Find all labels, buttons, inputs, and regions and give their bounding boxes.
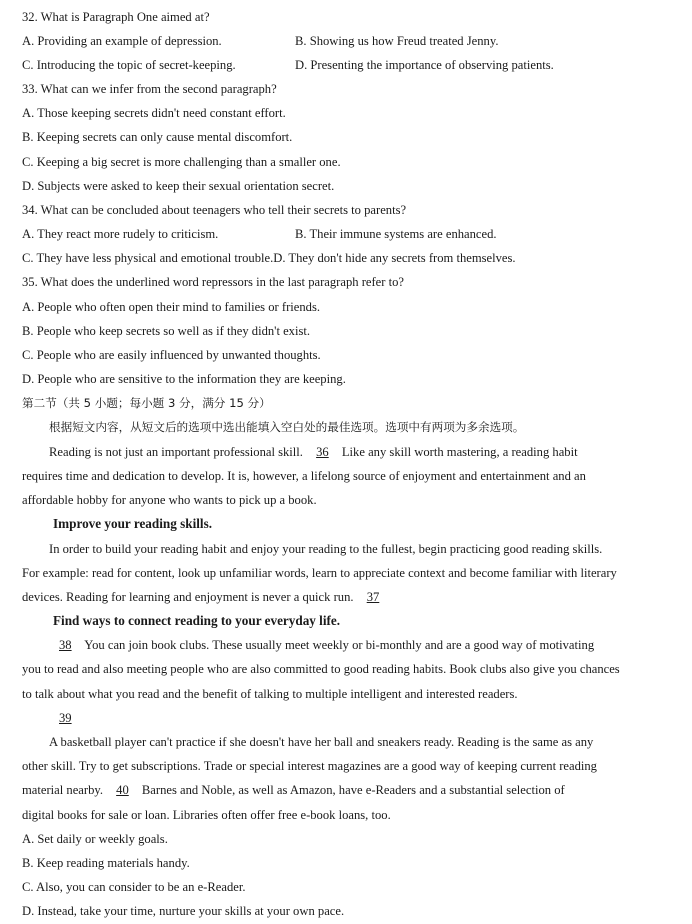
blank-38: 38 xyxy=(59,638,72,652)
q33-option-c: C. Keeping a big secret is more challenging than a smaller one. xyxy=(22,155,341,169)
q34-option-c: C. They have less physical and emotional trouble. xyxy=(22,251,274,265)
q35-option-d: D. People who are sensitive to the information they are keeping. xyxy=(22,372,346,386)
option-a: A. Set daily or weekly goals. xyxy=(22,832,168,846)
q33-option-a: A. Those keeping secrets didn't need constant effort. xyxy=(22,106,286,120)
q34-stem: 34. What can be concluded about teenagers who tell their secrets to parents? xyxy=(22,203,407,217)
q33-option-b: B. Keeping secrets can only cause mental discomfort. xyxy=(22,130,293,144)
passage-p1-line3: affordable hobby for anyone who wants to pick up a book. xyxy=(22,493,317,507)
q32-option-d: D. Presenting the importance of observing patients. xyxy=(295,58,554,72)
q32-option-a: A. Providing an example of depression. xyxy=(22,34,222,48)
section-instruction: 根据短文内容，从短文后的选项中选出能填入空白处的最佳选项。选项中有两项为多余选项。 xyxy=(49,420,525,434)
q32-option-c: C. Introducing the topic of secret-keeping. xyxy=(22,58,236,72)
passage-p4-line4: digital books for sale or loan. Libraries often offer free e-book loans, too. xyxy=(22,808,391,822)
q34-option-a: A. They react more rudely to criticism. xyxy=(22,227,219,241)
passage-blank-39-line xyxy=(49,710,82,726)
passage-p2-line3: devices. Reading for learning and enjoyment is never a quick run. 37 xyxy=(22,589,389,605)
q32-option-b: B. Showing us how Freud treated Jenny. xyxy=(295,34,499,48)
section-heading: 第二节（共 5 小题；每小题 3 分，满分 15 分） xyxy=(22,396,271,410)
blank-36: 36 xyxy=(316,445,329,459)
passage-p4-line2: other skill. Try to get subscriptions. Trade or special interest magazines are a good way of keeping current reading xyxy=(22,759,597,773)
passage-p2-line1: In order to build your reading habit and enjoy your reading to the fullest, begin practicing good reading skills. xyxy=(49,542,603,556)
q33-option-d: D. Subjects were asked to keep their sexual orientation secret. xyxy=(22,179,335,193)
option-d: D. Instead, take your time, nurture your skills at your own pace. xyxy=(22,904,345,918)
passage-p1-line2: requires time and dedication to develop. It is, however, a lifelong source of enjoyment and entertainment and an xyxy=(22,469,586,483)
q35-option-a: A. People who often open their mind to families or friends. xyxy=(22,300,320,314)
q34-option-d: D. They don't hide any secrets from themselves. xyxy=(273,251,516,265)
q35-option-c: C. People who are easily influenced by unwanted thoughts. xyxy=(22,348,321,362)
q33-stem: 33. What can we infer from the second paragraph? xyxy=(22,82,277,96)
q32-stem: 32. What is Paragraph One aimed at? xyxy=(22,10,210,24)
passage-p4-line3: material nearby. 40 Barnes and Noble, as well as Amazon, have e-Readers and a substantial selection of xyxy=(22,783,565,797)
blank-39: 39 xyxy=(59,711,72,725)
passage-p3-line3: to talk about what you read and the benefit of talking to multiple intelligent and interested readers. xyxy=(22,687,518,701)
passage-p1-line1: Reading is not just an important professional skill. 36 Like any skill worth mastering, a reading habit xyxy=(49,445,578,459)
q35-stem: 35. What does the underlined word repressors in the last paragraph refer to? xyxy=(22,275,404,289)
q34-option-b: B. Their immune systems are enhanced. xyxy=(295,227,497,241)
subheading-connect-reading: Find ways to connect reading to your everyday life. xyxy=(53,613,341,628)
q35-option-b: B. People who keep secrets so well as if they didn't exist. xyxy=(22,324,311,338)
option-b: B. Keep reading materials handy. xyxy=(22,856,190,870)
passage-p4-line1: A basketball player can't practice if she doesn't have her ball and sneakers ready. Reading is the same as any xyxy=(49,735,594,749)
passage-p2-line2: For example: read for content, look up unfamiliar words, learn to appreciate context and become familiar with literary xyxy=(22,566,617,580)
blank-37: 37 xyxy=(366,590,380,604)
option-c: C. Also, you can consider to be an e-Reader. xyxy=(22,880,246,894)
blank-40: 40 xyxy=(116,783,129,797)
passage-p3-line2: you to read and also meeting people who are also committed to good reading habits. Book clubs also give you chances xyxy=(22,662,620,676)
passage-p3-line1: 38 You can join book clubs. These usually meet weekly or bi-monthly and are a good way of motivating xyxy=(49,637,594,653)
subheading-improve-reading: Improve your reading skills. xyxy=(53,516,213,531)
q34-options-c-d xyxy=(22,250,516,266)
